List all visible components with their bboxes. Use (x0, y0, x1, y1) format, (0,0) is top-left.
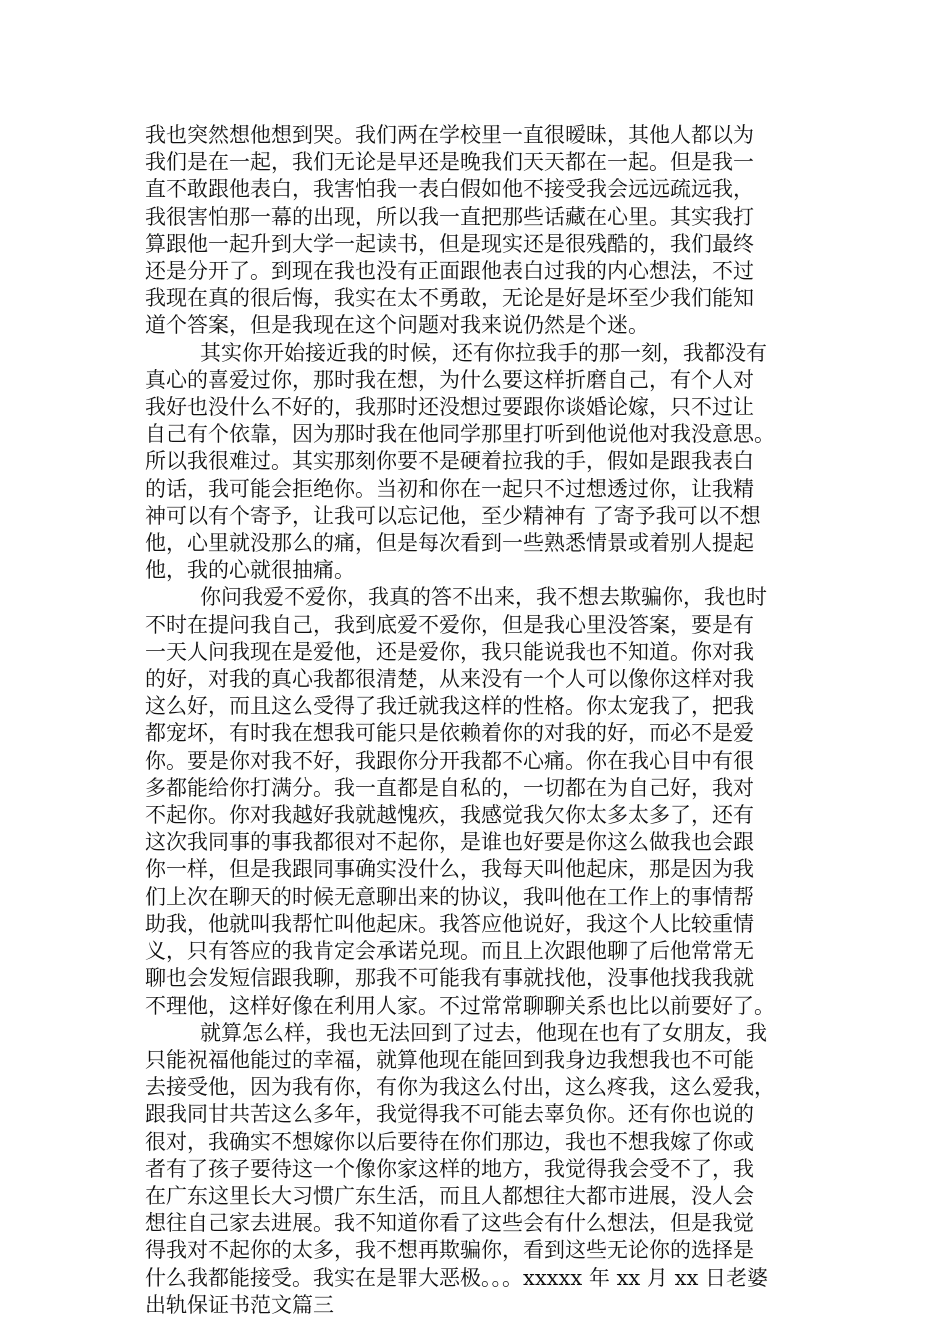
text-line: 真心的喜爱过你，那时我在想，为什么要这样折磨自己，有个人对 (145, 367, 754, 392)
text-line: 得我对不起你的太多，我不想再欺骗你，看到这些无论你的选择是 (145, 1238, 754, 1263)
text-line: 你问我爱不爱你，我真的答不出来，我不想去欺骗你，我也时 (200, 585, 767, 610)
text-line: 都宠坏，有时我在想我可能只是依赖着你的对我的好，而必不是爱 (145, 721, 754, 746)
text-line: 其实你开始接近我的时候，还有你拉我手的那一刻，我都没有 (200, 340, 767, 365)
text-line: 还是分开了。到现在我也没有正面跟他表白过我的内心想法，不过 (145, 259, 754, 284)
text-line: 你一样，但是我跟同事确实没什么，我每天叫他起床，那是因为我 (145, 857, 754, 882)
text-line: 这么好，而且这么受得了我迁就我这样的性格。你太宠我了，把我 (145, 694, 754, 719)
text-line: 助我，他就叫我帮忙叫他起床。我答应他说好，我这个人比较重情 (145, 911, 754, 936)
text-line: 多都能给你打满分。我一直都是自私的，一切都在为自己好，我对 (145, 775, 754, 800)
text-line: 不起你。你对我越好我就越愧疚，我感觉我欠你太多太多了，还有 (145, 803, 754, 828)
text-line: 就算怎么样，我也无法回到了过去，他现在也有了女朋友，我 (200, 1020, 767, 1045)
paragraph (145, 584, 805, 1019)
text-line: 他，心里就没那么的痛，但是每次看到一些熟悉情景或着别人提起 (145, 531, 754, 556)
text-line: 我好也没什么不好的，我那时还没想过要跟你谈婚论嫁，只不过让 (145, 395, 754, 420)
text-line: 我现在真的很后悔，我实在太不勇敢，无论是好是坏至少我们能知 (145, 286, 754, 311)
paragraph (145, 122, 805, 340)
text-line: 道个答案，但是我现在这个问题对我来说仍然是个迷。 (145, 313, 649, 338)
text-line: 我也突然想他想到哭。我们两在学校里一直很暧昧，其他人都以为 (145, 123, 754, 147)
text-line: 去接受他，因为我有你，有你为我这么付出，这么疼我，这么爱我， (145, 1075, 775, 1100)
text-line: 出轨保证书范文篇三 (145, 1292, 334, 1317)
paragraph (145, 340, 805, 585)
text-line: 很对，我确实不想嫁你以后要待在你们那边，我也不想我嫁了你或 (145, 1129, 754, 1154)
text-line: 者有了孩子要待这一个像你家这样的地方，我觉得我会受不了，我 (145, 1156, 754, 1181)
text-line: 神可以有个寄予，让我可以忘记他，至少精神有 了寄予我可以不想 (145, 503, 761, 528)
text-line: 跟我同甘共苦这么多年，我觉得我不可能去辜负你。还有你也说的 (145, 1102, 754, 1127)
text-line: 我们是在一起，我们无论是早还是晚我们天天都在一起。但是我一 (145, 150, 754, 175)
text-line: 他，我的心就很抽痛。 (145, 558, 355, 583)
document-body (145, 122, 805, 1319)
text-line: 只能祝福他能过的幸福，就算他现在能回到我身边我想我也不可能 (145, 1047, 754, 1072)
text-line: 想往自己家去进展。我不知道你看了这些会有什么想法，但是我觉 (145, 1211, 754, 1236)
text-line: 们上次在聊天的时候无意聊出来的协议，我叫他在工作上的事情帮 (145, 884, 754, 909)
text-line: 的好，对我的真心我都很清楚，从来没有一个人可以像你这样对我 (145, 667, 754, 692)
text-line: 我很害怕那一幕的出现，所以我一直把那些话藏在心里。其实我打 (145, 204, 754, 229)
text-line: 你。要是你对我不好，我跟你分开我都不心痛。你在我心目中有很 (145, 748, 754, 773)
text-line: 在广东这里长大习惯广东生活，而且人都想往大都市进展，没人会 (145, 1183, 754, 1208)
text-line: 不理他，这样好像在利用人家。不过常常聊聊关系也比以前要好了。 (145, 993, 775, 1018)
text-line: 什么我都能接受。我实在是罪大恶极。。。xxxxx 年 xx 月 xx 日老婆 (145, 1265, 768, 1290)
paragraph (145, 1020, 805, 1319)
text-line: 一天人问我现在是爱他，还是爱你，我只能说我也不知道。你对我 (145, 639, 754, 664)
text-line: 自己有个依靠，因为那时我在他同学那里打听到他说他对我没意思。 (145, 422, 775, 447)
text-line: 不时在提问我自己，我到底爱不爱你，但是我心里没答案，要是有 (145, 612, 754, 637)
text-line: 这次我同事的事我都很对不起你，是谁也好要是你这么做我也会跟 (145, 830, 754, 855)
text-line: 的话，我可能会拒绝你。当初和你在一起只不过想透过你，让我精 (145, 476, 754, 501)
text-line: 所以我很难过。其实那刻你要不是硬着拉我的手，假如是跟我表白 (145, 449, 754, 474)
text-line: 算跟他一起升到大学一起读书，但是现实还是很残酷的，我们最终 (145, 231, 754, 256)
text-line: 直不敢跟他表白，我害怕我一表白假如他不接受我会远远疏远我， (145, 177, 754, 202)
text-line: 义，只有答应的我肯定会承诺兑现。而且上次跟他聊了后他常常无 (145, 939, 754, 964)
text-line: 聊也会发短信跟我聊，那我不可能我有事就找他，没事他找我我就 (145, 966, 754, 991)
